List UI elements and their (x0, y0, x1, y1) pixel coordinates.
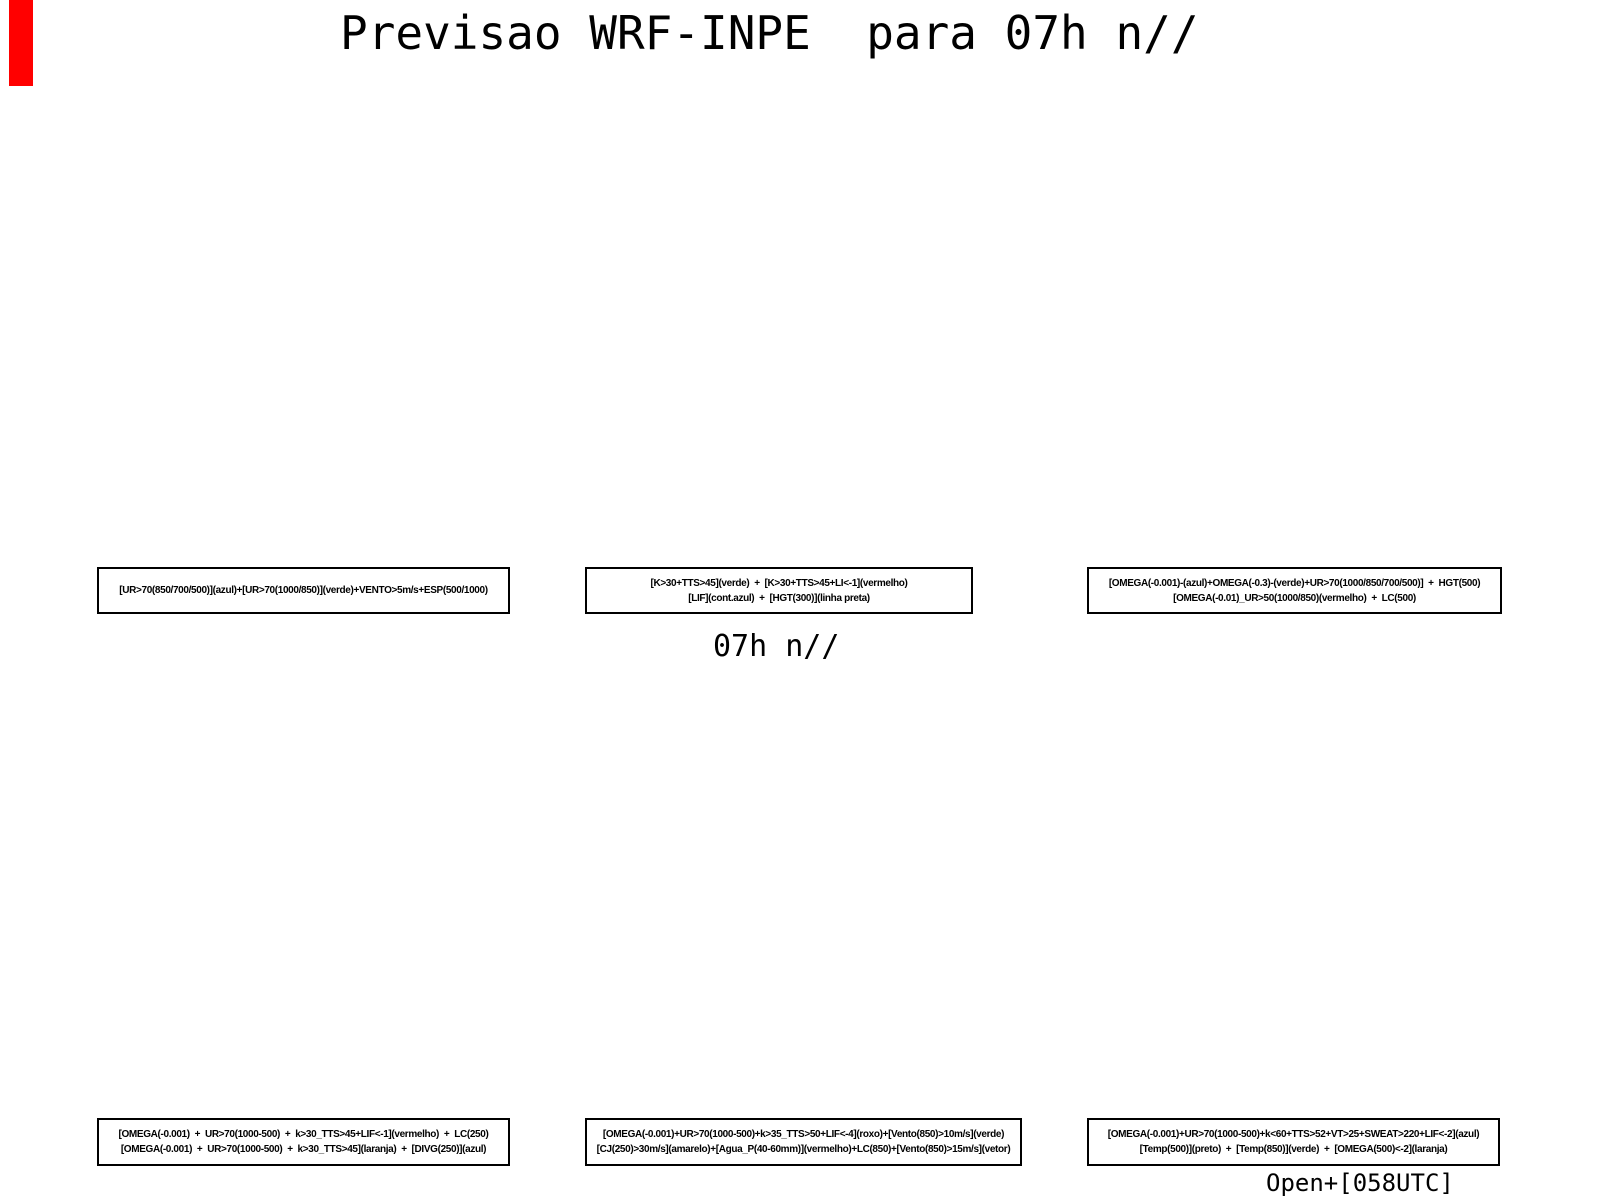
legend-line: [LIF](cont.azul) + [HGT(300)](linha preta) (688, 592, 870, 604)
legend-box-bottom-center (585, 1118, 1022, 1166)
legend-line: [OMEGA(-0.001)-(azul)+OMEGA(-0.3)-(verde)+UR>70(1000/850/700/500)] + HGT(500) (1108, 577, 1481, 589)
legend-line: [OMEGA(-0.001) + UR>70(1000-500) + k>30_TTS>45](laranja) + [DIVG(250)](azul) (120, 1144, 487, 1155)
legend-box-top-left (97, 567, 510, 614)
legend-line: [OMEGA(-0.01)_UR>50(1000/850)(vermelho) + LC(500) (1173, 592, 1416, 604)
legend-box-top-right (1087, 567, 1502, 614)
legend-line: [Temp(500)](preto) + [Temp(850)](verde) + [OMEGA(500)<-2](laranja) (1139, 1144, 1448, 1155)
legend-line: [OMEGA(-0.001)+UR>70(1000-500)+k<60+TTS>52+VT>25+SWEAT>220+LIF<-2](azul) (1107, 1129, 1480, 1140)
legend-line: [CJ(250)>30m/s](amarelo)+[Agua_P(40-60mm)](vermelho)+LC(850)+[Vento(850)>15m/s](vetor) (596, 1144, 1011, 1155)
legend-line: [K>30+TTS>45](verde) + [K>30+TTS>45+LI<-1](vermelho) (650, 577, 908, 589)
footer-open-label: Open+[058UTC] (1266, 1169, 1454, 1197)
legend-line: [OMEGA(-0.001)+UR>70(1000-500)+k>35_TTS>50+LIF<-4](roxo)+[Vento(850)>10m/s](verde) (602, 1129, 1005, 1140)
page-title: Previsao WRF-INPE para 07h n// (340, 6, 1199, 60)
red-marker (9, 0, 33, 86)
legend-line: [OMEGA(-0.001) + UR>70(1000-500) + k>30_TTS>45+LIF<-1](vermelho) + LC(250) (118, 1129, 489, 1140)
legend-line: [UR>70(850/700/500)](azul)+[UR>70(1000/850)](verde)+VENTO>5m/s+ESP(500/1000) (119, 585, 488, 596)
legend-box-bottom-left (97, 1118, 510, 1166)
legend-box-top-center (585, 567, 973, 614)
center-time-label: 07h n// (713, 629, 840, 664)
legend-box-bottom-right (1087, 1118, 1500, 1166)
